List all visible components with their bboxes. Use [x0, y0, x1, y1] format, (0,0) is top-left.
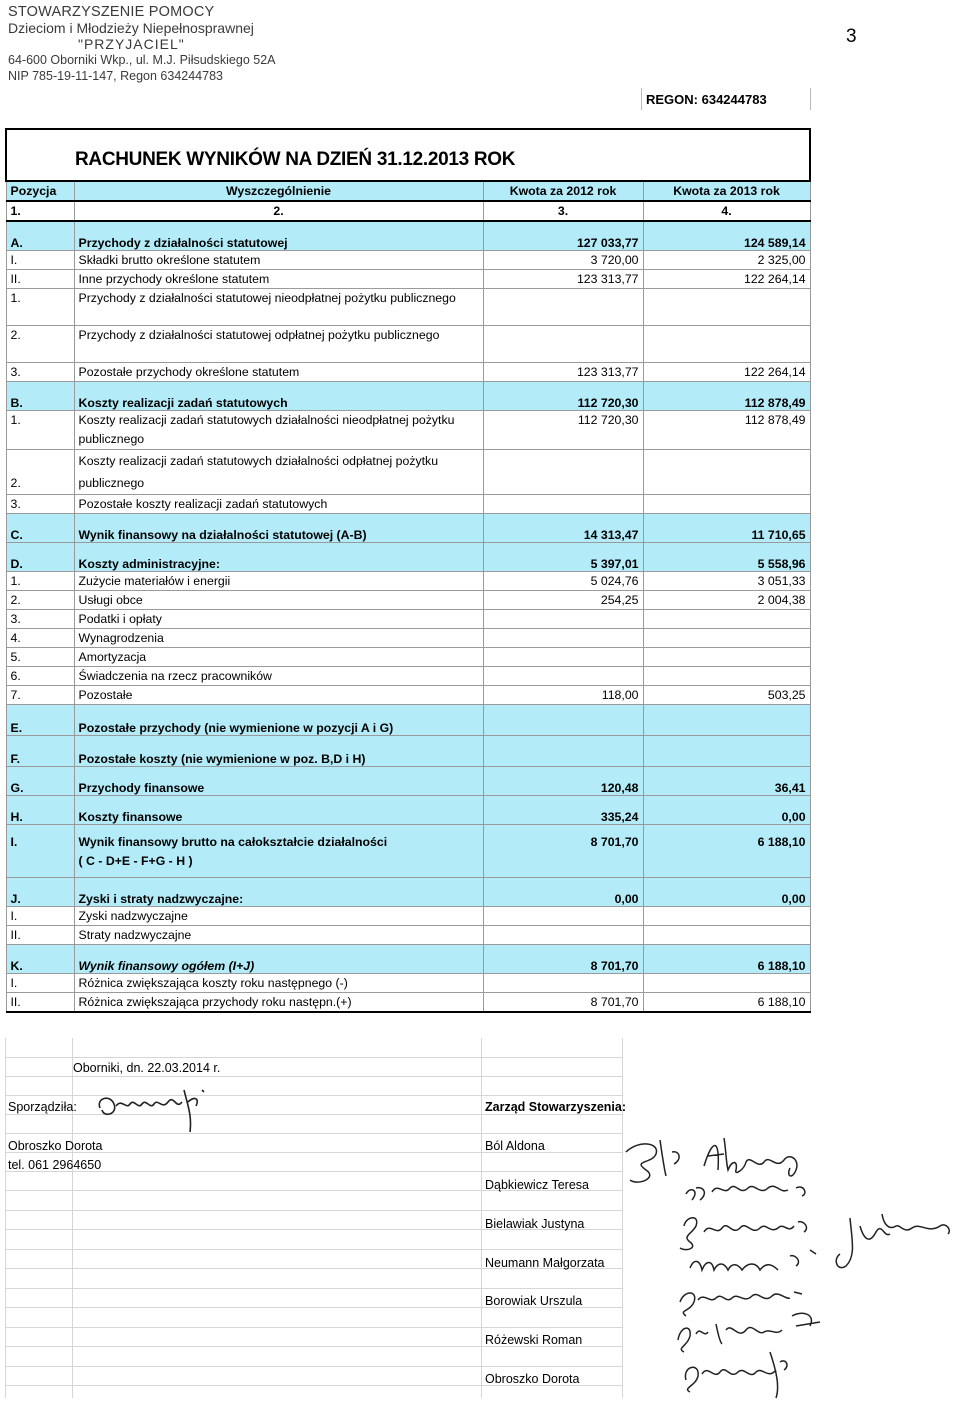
- board-signatures-icon: [620, 1130, 960, 1400]
- column-number: 2.: [74, 201, 483, 221]
- table-row: [6, 705, 810, 736]
- place-and-date: Oborniki, dn. 22.03.2014 r.: [73, 1061, 221, 1075]
- row-value-2012: 8 701,70: [483, 945, 643, 974]
- row-value-2013: [643, 736, 810, 767]
- row-description: [74, 270, 483, 289]
- row-value-2012: [483, 289, 643, 326]
- row-description-text: Przychody z działalności statutowej: [78, 236, 288, 250]
- row-description-text: Koszty realizacji zadań statutowych działalności nieodpłatnej pożytku publicznego: [78, 413, 455, 446]
- row-position: G.: [6, 767, 74, 796]
- row-description-text: Składki brutto określone statutem: [78, 253, 261, 267]
- table-row: [6, 974, 810, 993]
- row-description-text: Koszty administracyjne:: [78, 557, 220, 571]
- row-description-text: Zużycie materiałów i energii: [78, 574, 231, 588]
- row-position: B.: [6, 382, 74, 411]
- row-value-2012: [483, 926, 643, 945]
- row-description-text: Pozostałe przychody określone statutem: [78, 365, 300, 379]
- row-position: J.: [6, 878, 74, 907]
- header-2012: Kwota za 2012 rok: [483, 181, 643, 201]
- row-value-2013: 503,25: [643, 686, 810, 705]
- row-description-text: Różnica zwiększająca koszty roku następnego (-): [78, 976, 348, 990]
- header-2013: Kwota za 2013 rok: [643, 181, 810, 201]
- row-value-2013: 6 188,10: [643, 945, 810, 974]
- row-value-2012: [483, 326, 643, 363]
- row-value-2012: [483, 495, 643, 514]
- table-row: [6, 926, 810, 945]
- board-member: Dąbkiewicz Teresa: [485, 1178, 589, 1192]
- row-position: 3.: [6, 495, 74, 514]
- income-statement-table: [5, 128, 811, 1013]
- row-description: [74, 878, 483, 907]
- document-title: RACHUNEK WYNIKÓW NA DZIEŃ 31.12.2013 ROK: [6, 129, 810, 181]
- stamp-line: "PRZYJACIEL": [78, 36, 185, 52]
- row-description-text: Przychody finansowe: [78, 781, 205, 795]
- row-description-text: Zyski i straty nadzwyczajne:: [78, 892, 244, 906]
- row-value-2013: 112 878,49: [643, 411, 810, 450]
- table-row: [6, 495, 810, 514]
- row-value-2012: 120,48: [483, 767, 643, 796]
- table-row: [6, 326, 810, 363]
- table-row: [6, 514, 810, 543]
- row-description: [74, 705, 483, 736]
- table-row: [6, 629, 810, 648]
- preparer-name: Obroszko Dorota: [8, 1139, 103, 1153]
- table-row: [6, 610, 810, 629]
- table-row: [6, 221, 810, 251]
- row-value-2012: 254,25: [483, 591, 643, 610]
- row-description-text: Straty nadzwyczajne: [78, 928, 192, 942]
- row-description-text: Wynagrodzenia: [78, 631, 164, 645]
- row-value-2012: 8 701,70: [483, 825, 643, 878]
- row-description-text: Koszty realizacji zadań statutowych działalności odpłatnej pożytku publicznego: [78, 454, 439, 490]
- row-value-2013: [643, 667, 810, 686]
- board-label: Zarząd Stowarzyszenia:: [485, 1100, 627, 1114]
- row-description: [74, 382, 483, 411]
- row-description: [74, 667, 483, 686]
- organization-stamp: [8, 4, 276, 84]
- row-description-text: Wynik finansowy ogółem (I+J): [78, 959, 255, 973]
- row-value-2013: [643, 926, 810, 945]
- row-value-2013: 124 589,14: [643, 221, 810, 251]
- table-row: [6, 270, 810, 289]
- row-value-2012: 8 701,70: [483, 993, 643, 1013]
- preparer-signature-icon: [92, 1076, 222, 1136]
- stamp-line: STOWARZYSZENIE POMOCY: [8, 4, 215, 20]
- board-member: Bielawiak Justyna: [485, 1217, 585, 1231]
- row-value-2012: 123 313,77: [483, 270, 643, 289]
- row-description: [74, 974, 483, 993]
- row-description-text: Przychody z działalności statutowej nieodpłatnej pożytku publicznego: [78, 291, 456, 305]
- row-description: [74, 251, 483, 270]
- row-value-2012: 112 720,30: [483, 411, 643, 450]
- row-value-2012: [483, 648, 643, 667]
- row-description: [74, 543, 483, 572]
- row-position: H.: [6, 796, 74, 825]
- table-row: [6, 736, 810, 767]
- column-number: 3.: [483, 201, 643, 221]
- header-position: Pozycja: [6, 181, 74, 201]
- row-value-2013: 3 051,33: [643, 572, 810, 591]
- row-value-2012: 127 033,77: [483, 221, 643, 251]
- row-value-2012: 5 024,76: [483, 572, 643, 591]
- header-description: Wyszczególnienie: [74, 181, 483, 201]
- table-row: [6, 572, 810, 591]
- prepared-by-label: Sporządziła:: [8, 1100, 77, 1114]
- row-position: A.: [6, 221, 74, 251]
- row-position: I.: [6, 907, 74, 926]
- row-value-2013: [643, 326, 810, 363]
- row-position: I.: [6, 974, 74, 993]
- row-position: 1.: [6, 411, 74, 450]
- row-description-text: Inne przychody określone statutem: [78, 272, 270, 286]
- row-value-2012: 123 313,77: [483, 363, 643, 382]
- row-value-2012: [483, 736, 643, 767]
- table-row: [6, 825, 810, 878]
- board-member: Ból Aldona: [485, 1139, 545, 1153]
- row-description-text: Koszty realizacji zadań statutowych: [78, 396, 288, 410]
- row-value-2012: [483, 629, 643, 648]
- row-position: 2.: [6, 591, 74, 610]
- row-value-2013: 2 325,00: [643, 251, 810, 270]
- row-description: [74, 572, 483, 591]
- row-value-2013: [643, 705, 810, 736]
- row-position: 4.: [6, 629, 74, 648]
- row-description: [74, 993, 483, 1013]
- row-value-2012: [483, 450, 643, 495]
- table-row: [6, 796, 810, 825]
- row-description: [74, 648, 483, 667]
- table-row: [6, 907, 810, 926]
- row-description: [74, 221, 483, 251]
- row-position: I.: [6, 251, 74, 270]
- row-position: C.: [6, 514, 74, 543]
- row-value-2012: [483, 667, 643, 686]
- table-row: [6, 648, 810, 667]
- table-row: [6, 382, 810, 411]
- row-description: [74, 767, 483, 796]
- row-value-2013: 6 188,10: [643, 993, 810, 1013]
- table-row: [6, 591, 810, 610]
- row-value-2013: 5 558,96: [643, 543, 810, 572]
- row-description: [74, 796, 483, 825]
- table-row: [6, 686, 810, 705]
- row-description: [74, 926, 483, 945]
- table-row: [6, 945, 810, 974]
- board-member: Różewski Roman: [485, 1333, 583, 1347]
- stamp-line: Dzieciom i Młodzieży Niepełnosprawnej: [8, 20, 254, 36]
- row-value-2013: 122 264,14: [643, 363, 810, 382]
- row-description-text: Wynik finansowy brutto na całokształcie działalności: [78, 835, 388, 849]
- row-value-2013: 11 710,65: [643, 514, 810, 543]
- row-description: [74, 289, 483, 326]
- row-description-text: Pozostałe koszty realizacji zadań statutowych: [78, 497, 328, 511]
- row-description: [74, 591, 483, 610]
- row-value-2012: 0,00: [483, 878, 643, 907]
- row-description-text: Zyski nadzwyczajne: [78, 909, 188, 923]
- row-value-2013: [643, 629, 810, 648]
- row-value-2013: [643, 907, 810, 926]
- row-position: 3.: [6, 610, 74, 629]
- row-position: 1.: [6, 572, 74, 591]
- row-description: [74, 514, 483, 543]
- board-member: Borowiak Urszula: [485, 1294, 583, 1308]
- row-description-text: Pozostałe koszty (nie wymienione w poz. B,D i H): [78, 752, 366, 766]
- row-position: K.: [6, 945, 74, 974]
- row-value-2012: [483, 907, 643, 926]
- table-row: [6, 878, 810, 907]
- row-description: [74, 326, 483, 363]
- row-position: 7.: [6, 686, 74, 705]
- table-row: [6, 993, 810, 1013]
- row-description-text: Pozostałe przychody (nie wymienione w pozycji A i G): [78, 721, 394, 735]
- row-position: 1.: [6, 289, 74, 326]
- row-value-2012: 3 720,00: [483, 251, 643, 270]
- row-description: [74, 825, 483, 878]
- row-description: [74, 907, 483, 926]
- row-description: [74, 411, 483, 450]
- row-value-2013: 122 264,14: [643, 270, 810, 289]
- row-value-2013: [643, 289, 810, 326]
- column-number: 1.: [6, 201, 74, 221]
- row-value-2012: 335,24: [483, 796, 643, 825]
- row-description-text: Pozostałe: [78, 688, 133, 702]
- stamp-line: 64-600 Oborniki Wkp., ul. M.J. Piłsudskiego 52A: [8, 53, 276, 67]
- row-value-2012: 118,00: [483, 686, 643, 705]
- row-value-2013: 0,00: [643, 878, 810, 907]
- column-number: 4.: [643, 201, 810, 221]
- table-row: [6, 363, 810, 382]
- row-position: I.: [6, 825, 74, 878]
- row-position: II.: [6, 993, 74, 1013]
- row-description: [74, 450, 483, 495]
- row-description-text: Amortyzacja: [78, 650, 147, 664]
- table-row: [6, 543, 810, 572]
- table-row: [6, 450, 810, 495]
- row-description-text: Podatki i opłaty: [78, 612, 162, 626]
- row-value-2013: [643, 610, 810, 629]
- row-value-2012: [483, 610, 643, 629]
- row-description: [74, 495, 483, 514]
- row-position: 2.: [6, 450, 74, 495]
- board-member: Obroszko Dorota: [485, 1372, 580, 1386]
- row-position: 5.: [6, 648, 74, 667]
- row-position: D.: [6, 543, 74, 572]
- row-position: 6.: [6, 667, 74, 686]
- row-position: E.: [6, 705, 74, 736]
- preparer-phone: tel. 061 2964650: [8, 1158, 102, 1172]
- row-value-2012: 112 720,30: [483, 382, 643, 411]
- row-description: [74, 945, 483, 974]
- row-description: [74, 686, 483, 705]
- row-description-formula: ( C - D+E - F+G - H ): [78, 854, 193, 868]
- column-number-row: [6, 201, 810, 221]
- row-position: F.: [6, 736, 74, 767]
- row-description: [74, 610, 483, 629]
- table-row: [6, 667, 810, 686]
- board-member: Neumann Małgorzata: [485, 1256, 605, 1270]
- row-description-text: Różnica zwiększająca przychody roku następn.(+): [78, 995, 352, 1009]
- row-description-text: Usługi obce: [78, 593, 143, 607]
- page-number: 3: [846, 26, 857, 47]
- row-value-2012: [483, 705, 643, 736]
- row-value-2013: [643, 450, 810, 495]
- stamp-line: NIP 785-19-11-147, Regon 634244783: [8, 69, 223, 83]
- row-value-2012: 5 397,01: [483, 543, 643, 572]
- row-description: [74, 363, 483, 382]
- row-description: [74, 736, 483, 767]
- row-value-2013: 36,41: [643, 767, 810, 796]
- row-description-text: Koszty finansowe: [78, 810, 183, 824]
- row-value-2012: 14 313,47: [483, 514, 643, 543]
- row-position: II.: [6, 926, 74, 945]
- table-row: [6, 767, 810, 796]
- regon-number: REGON: 634244783: [646, 92, 767, 107]
- row-description-text: Świadczenia na rzecz pracowników: [78, 669, 272, 683]
- table-row: [6, 411, 810, 450]
- row-value-2013: 0,00: [643, 796, 810, 825]
- row-position: II.: [6, 270, 74, 289]
- row-description: [74, 629, 483, 648]
- table-row: [6, 251, 810, 270]
- header-row: [6, 181, 810, 201]
- row-position: 2.: [6, 326, 74, 363]
- row-position: 3.: [6, 363, 74, 382]
- row-value-2013: 112 878,49: [643, 382, 810, 411]
- row-value-2013: 2 004,38: [643, 591, 810, 610]
- table-row: [6, 289, 810, 326]
- row-description-text: Przychody z działalności statutowej odpłatnej pożytku publicznego: [78, 328, 440, 342]
- row-value-2013: [643, 648, 810, 667]
- row-value-2013: [643, 495, 810, 514]
- row-value-2013: [643, 974, 810, 993]
- row-value-2012: [483, 974, 643, 993]
- row-description-text: Wynik finansowy na działalności statutowej (A-B): [78, 528, 367, 542]
- row-value-2013: 6 188,10: [643, 825, 810, 878]
